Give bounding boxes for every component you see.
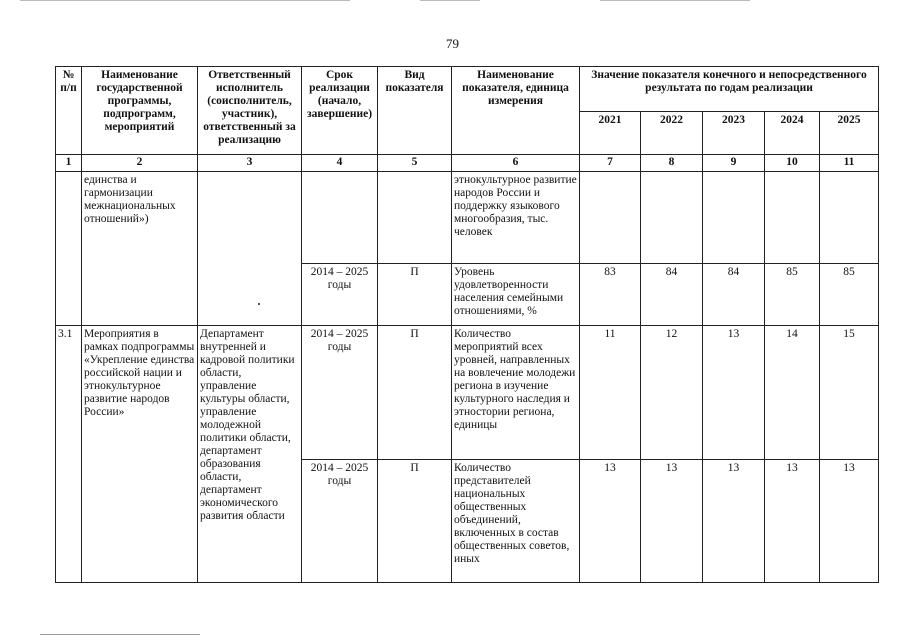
row-indicator-name: Количество мероприятий всех уровней, направленных на вовлечение молодежи региона в изучение культурного наследия и этностории региона, единицы xyxy=(452,326,580,460)
header-values-group: Значение показателя конечного и непосредственного результата по годам реализации xyxy=(580,67,879,112)
row-value: 13 xyxy=(580,460,641,583)
row-value: 13 xyxy=(703,326,765,460)
row-indicator-type xyxy=(378,172,452,264)
header-row-1 xyxy=(56,67,879,112)
table-row xyxy=(56,172,879,264)
row-value: 13 xyxy=(765,460,820,583)
header-name: Наименование государственной программы, подпрограмм, мероприятий xyxy=(82,67,198,155)
row-value xyxy=(641,172,703,264)
header-indicator-name: Наименование показателя, единица измерения xyxy=(452,67,580,155)
row-value xyxy=(765,172,820,264)
table-row xyxy=(56,326,879,460)
scan-speck xyxy=(258,303,260,305)
row-name: единства и гармонизации межнациональных отношений») xyxy=(82,172,198,326)
column-number: 10 xyxy=(765,155,820,172)
column-number: 11 xyxy=(820,155,879,172)
row-period xyxy=(302,172,378,264)
header-num: № п/п xyxy=(56,67,82,155)
column-number-row xyxy=(56,155,879,172)
row-period: 2014 – 2025 годы xyxy=(302,264,378,326)
row-indicator-type: П xyxy=(378,264,452,326)
header-period: Срок реализации (начало, завершение) xyxy=(302,67,378,155)
header-year: 2022 xyxy=(641,112,703,155)
row-num: 3.1 xyxy=(56,326,82,583)
row-value: 84 xyxy=(641,264,703,326)
top-scan-edge xyxy=(0,0,905,3)
row-period: 2014 – 2025 годы xyxy=(302,326,378,460)
row-value xyxy=(703,172,765,264)
row-value xyxy=(580,172,641,264)
row-value: 12 xyxy=(641,326,703,460)
bottom-scan-edge xyxy=(40,634,200,635)
column-number: 4 xyxy=(302,155,378,172)
row-responsible: Департамент внутренней и кадровой политики области, управление культуры области, управление молодежной политики области, департамент образования области, департамент экономического развития области xyxy=(198,326,302,583)
row-indicator-name: Количество представителей национальных общественных объединений, включенных в состав общественных советов, иных xyxy=(452,460,580,583)
row-indicator-name: этнокультурное развитие народов России и поддержку языкового многообразия, тыс. человек xyxy=(452,172,580,264)
header-indicator-type: Вид показателя xyxy=(378,67,452,155)
row-indicator-name: Уровень удовлетворенности населения семейными отношениями, % xyxy=(452,264,580,326)
column-number: 2 xyxy=(82,155,198,172)
column-number: 5 xyxy=(378,155,452,172)
row-value: 84 xyxy=(703,264,765,326)
header-year: 2024 xyxy=(765,112,820,155)
row-num xyxy=(56,172,82,326)
row-responsible xyxy=(198,172,302,326)
header-responsible: Ответственный исполнитель (соисполнитель, участник), ответственный за реализацию xyxy=(198,67,302,155)
column-number: 1 xyxy=(56,155,82,172)
row-value: 83 xyxy=(580,264,641,326)
column-number: 6 xyxy=(452,155,580,172)
column-number: 9 xyxy=(703,155,765,172)
row-value: 11 xyxy=(580,326,641,460)
row-indicator-type: П xyxy=(378,460,452,583)
row-indicator-type: П xyxy=(378,326,452,460)
row-value: 85 xyxy=(765,264,820,326)
row-name: Мероприятия в рамках подпрограммы «Укрепление единства российской нации и этнокультурное развитие народов России» xyxy=(82,326,198,583)
row-value: 13 xyxy=(703,460,765,583)
header-year: 2023 xyxy=(703,112,765,155)
row-value: 13 xyxy=(820,460,879,583)
header-year: 2021 xyxy=(580,112,641,155)
row-value: 14 xyxy=(765,326,820,460)
row-value: 85 xyxy=(820,264,879,326)
column-number: 3 xyxy=(198,155,302,172)
column-number: 7 xyxy=(580,155,641,172)
row-value xyxy=(820,172,879,264)
indicators-table xyxy=(55,66,879,583)
row-value: 13 xyxy=(641,460,703,583)
column-number: 8 xyxy=(641,155,703,172)
page-number: 79 xyxy=(446,36,459,51)
row-value: 15 xyxy=(820,326,879,460)
row-period: 2014 – 2025 годы xyxy=(302,460,378,583)
header-year: 2025 xyxy=(820,112,879,155)
